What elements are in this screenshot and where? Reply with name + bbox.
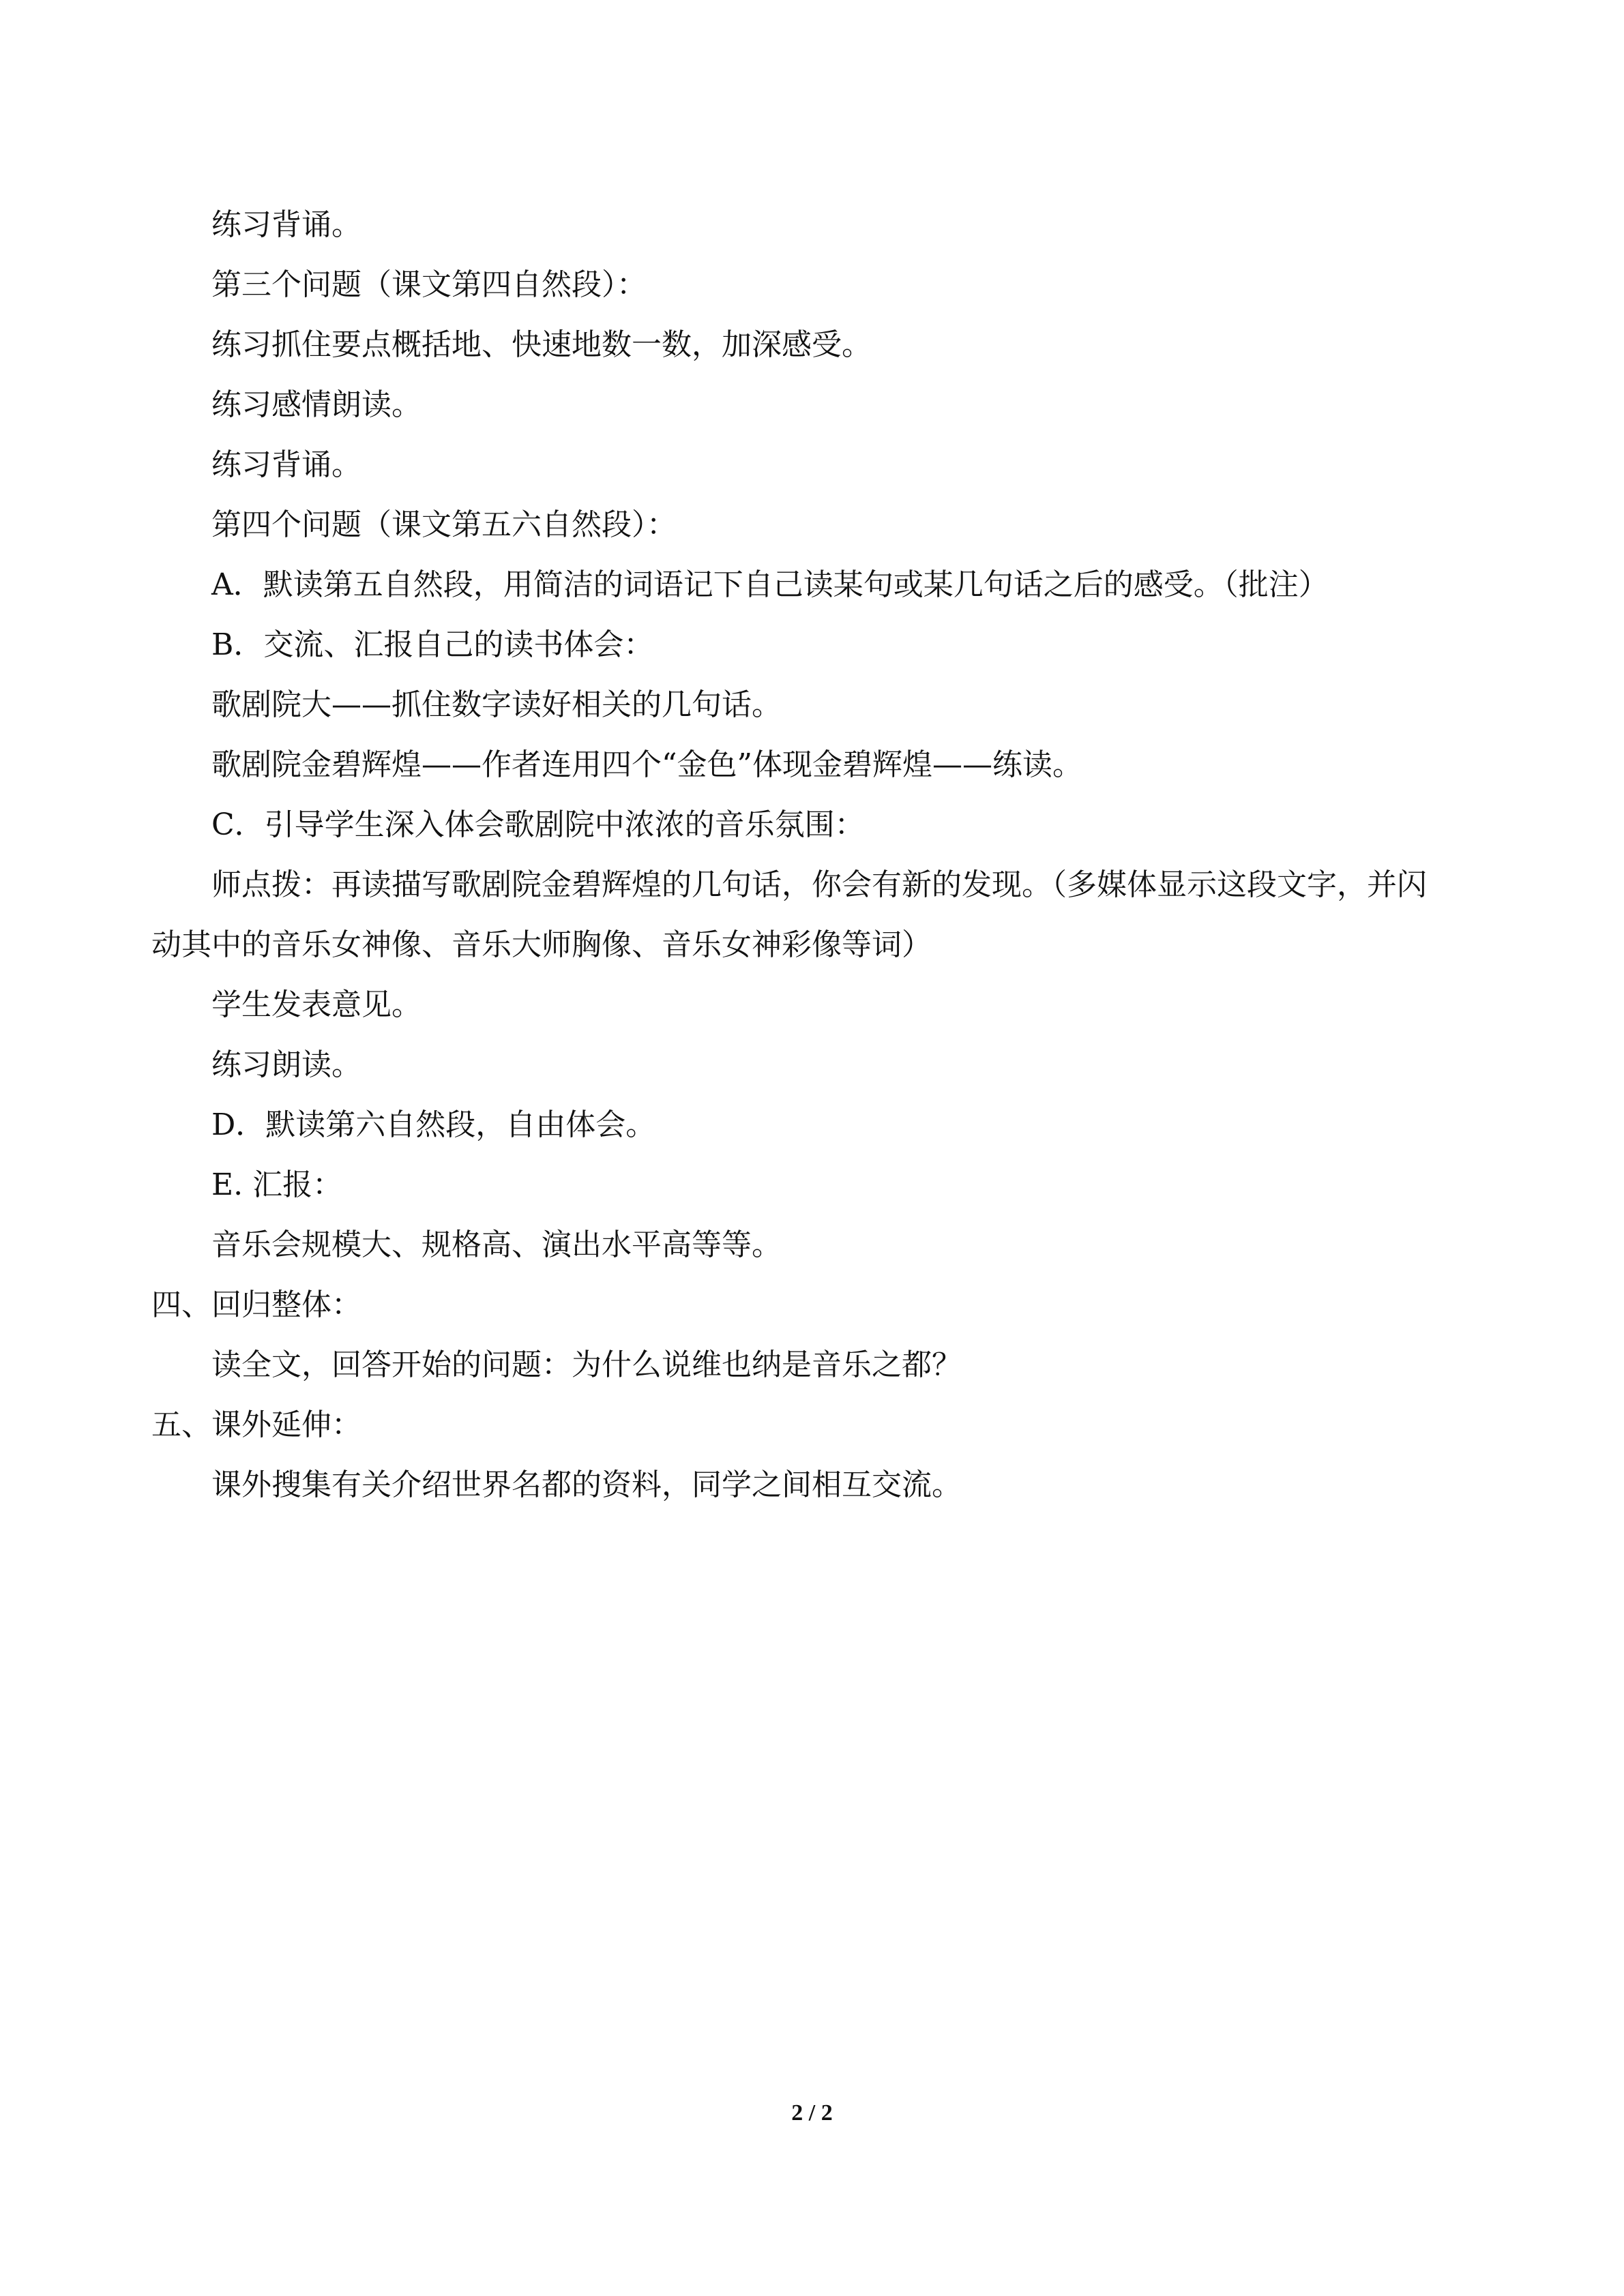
text-line: 歌剧院大——抓住数字读好相关的几句话。 bbox=[211, 687, 782, 722]
step-item: A．默读第五自然段，用简洁的词语记下自己读某句或某几句话之后的感受。（批注） bbox=[211, 567, 1329, 602]
text-paragraph: 师点拨：再读描写歌剧院金碧辉煌的几句话，你会有新的发现。（多媒体显示这段文字，并闪动其中的音乐女神像、音乐大师胸像、音乐女神彩像等词） bbox=[151, 867, 1427, 962]
text-line: 音乐会规模大、规格高、演出水平高等等。 bbox=[211, 1227, 782, 1262]
section-heading: 四、回归整体： bbox=[151, 1287, 361, 1322]
step-item: D．默读第六自然段，自由体会。 bbox=[211, 1107, 656, 1142]
text-line: 课外搜集有关介绍世界名都的资料，同学之间相互交流。 bbox=[211, 1467, 962, 1502]
step-item: E. 汇报： bbox=[211, 1167, 343, 1202]
text-line: 学生发表意见。 bbox=[211, 987, 422, 1022]
text-line: 歌剧院金碧辉煌——作者连用四个“金色”体现金碧辉煌——练读。 bbox=[211, 747, 1082, 782]
question-heading: 第四个问题（课文第五六自然段）： bbox=[211, 507, 677, 542]
text-line: 练习背诵。 bbox=[211, 207, 361, 242]
page-number: 2 / 2 bbox=[791, 2100, 833, 2126]
text-line: 练习朗读。 bbox=[211, 1047, 361, 1082]
text-line: 练习感情朗读。 bbox=[211, 387, 422, 422]
step-item: C．引导学生深入体会歌剧院中浓浓的音乐氛围： bbox=[211, 807, 865, 842]
question-heading: 第三个问题（课文第四自然段）： bbox=[211, 267, 647, 302]
step-item: B．交流、汇报自己的读书体会： bbox=[211, 627, 654, 662]
text-line: 练习背诵。 bbox=[211, 447, 361, 482]
document-body bbox=[151, 205, 1447, 1525]
section-heading: 五、课外延伸： bbox=[151, 1407, 361, 1442]
text-line: 读全文，回答开始的问题：为什么说维也纳是音乐之都？ bbox=[211, 1347, 962, 1382]
text-line: 练习抓住要点概括地、快速地数一数，加深感受。 bbox=[211, 327, 872, 362]
